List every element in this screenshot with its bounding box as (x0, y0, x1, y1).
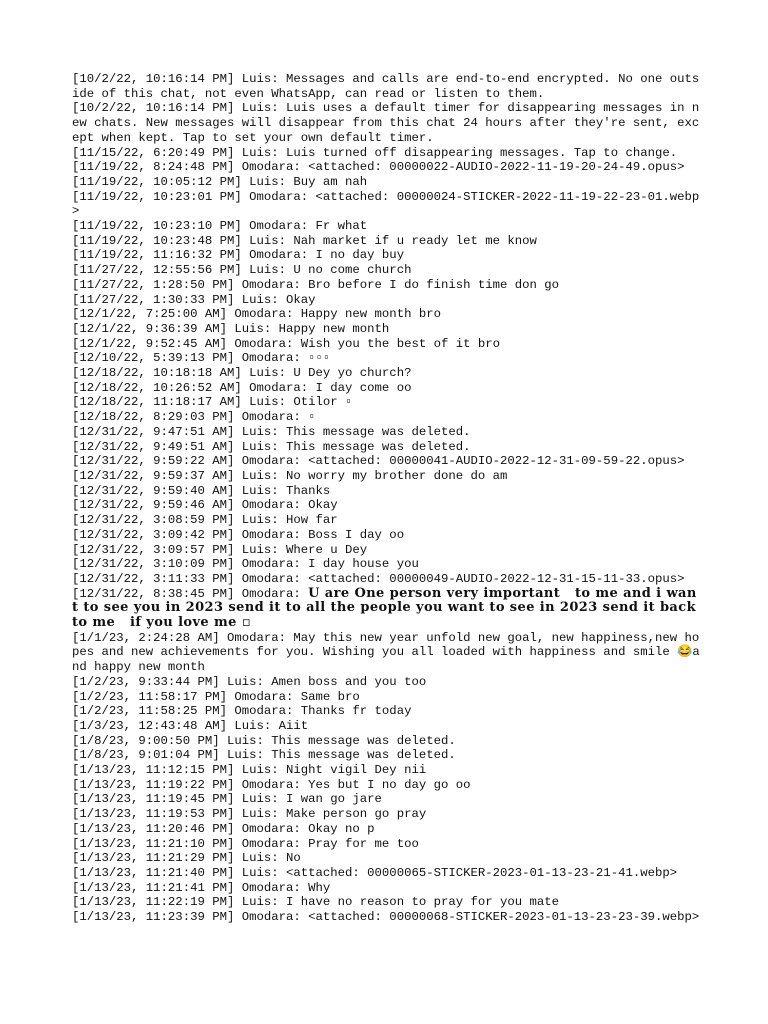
chat-message: [11/19/22, 10:23:48 PM] Luis: Nah market if u ready let me know (72, 233, 537, 248)
chat-message: [11/19/22, 8:24:48 PM] Omodara: <attached: 00000022-AUDIO-2022-11-19-20-24-49.opus> (72, 160, 685, 175)
chat-message: [12/31/22, 9:47:51 AM] Luis: This message was deleted. (72, 424, 471, 439)
chat-message: [1/13/23, 11:22:19 PM] Luis: I have no reason to pray for you mate (72, 895, 560, 910)
chat-message: [1/2/23, 9:33:44 PM] Luis: Amen boss and you too (72, 674, 427, 689)
chat-message: [1/2/23, 11:58:25 PM] Omodara: Thanks fr today (72, 704, 412, 719)
chat-message: [1/13/23, 11:21:10 PM] Omodara: Pray for me too (72, 836, 419, 851)
chat-message: [11/19/22, 10:05:12 PM] Luis: Buy am nah (72, 174, 368, 189)
chat-message: [12/31/22, 3:08:59 PM] Luis: How far (72, 513, 338, 528)
chat-transcript (72, 72, 702, 925)
chat-message: [10/2/22, 10:16:14 PM] Luis: Luis uses a default timer for disappearing messages in new chats. New messages will disappear from this chat 24 hours after they're sent, except when kept. Tap to set your own default timer. (72, 101, 700, 145)
chat-message: [1/1/23, 2:24:28 AM] Omodara: May this new year unfold new goal, new happiness,new hopes and new achievements for you. Wishing you all loaded with happiness and smile 😂and happy new month (72, 630, 700, 675)
chat-message: [12/31/22, 3:11:33 PM] Omodara: <attached: 00000049-AUDIO-2022-12-31-15-11-33.opus> (72, 571, 685, 586)
chat-message: [1/13/23, 11:19:53 PM] Luis: Make person go pray (72, 807, 427, 822)
chat-message: [12/31/22, 3:09:57 PM] Luis: Where u Dey (72, 542, 368, 557)
chat-message: [11/27/22, 1:28:50 PM] Omodara: Bro before I do finish time don go (72, 277, 560, 292)
chat-message: [1/8/23, 9:01:04 PM] Luis: This message was deleted. (72, 748, 456, 763)
chat-message: [12/1/22, 9:52:45 AM] Omodara: Wish you the best of it bro (72, 336, 501, 351)
chat-message: [1/13/23, 11:23:39 PM] Omodara: <attached: 00000068-STICKER-2023-01-13-23-23-39.webp> (72, 910, 700, 925)
chat-message: [1/3/23, 12:43:48 AM] Luis: Aiit (72, 718, 309, 733)
chat-message: [1/13/23, 11:12:15 PM] Luis: Night vigil Dey nii (72, 763, 427, 778)
chat-message: [1/13/23, 11:19:45 PM] Luis: I wan go jare (72, 792, 382, 807)
chat-message: [1/8/23, 9:00:50 PM] Luis: This message was deleted. (72, 733, 456, 748)
chat-message: [1/2/23, 11:58:17 PM] Omodara: Same bro (72, 689, 360, 704)
chat-messages-part1 (72, 72, 702, 587)
chat-message: [11/27/22, 1:30:33 PM] Luis: Okay (72, 292, 316, 307)
chat-message: [1/13/23, 11:19:22 PM] Omodara: Yes but I no day go oo (72, 777, 471, 792)
chat-message: [10/2/22, 10:16:14 PM] Luis: Messages and calls are end-to-end encrypted. No one outside of this chat, not even WhatsApp, can read or listen to them. (72, 72, 700, 101)
chat-message: [12/18/22, 8:29:03 PM] Omodara: ▫ (72, 410, 316, 425)
message-prefix: [12/31/22, 8:38:45 PM] Omodara: (72, 586, 309, 601)
chat-message: [12/31/22, 3:10:09 PM] Omodara: I day house you (72, 557, 419, 572)
chat-message: [12/31/22, 9:59:22 AM] Omodara: <attached: 00000041-AUDIO-2022-12-31-09-59-22.opus> (72, 454, 685, 469)
chat-message: [11/19/22, 10:23:10 PM] Omodara: Fr what (72, 219, 368, 234)
chat-message: [12/18/22, 10:18:18 AM] Luis: U Dey yo church? (72, 366, 412, 381)
chat-message-bold (72, 587, 702, 631)
chat-message: [1/13/23, 11:21:40 PM] Luis: <attached: 00000065-STICKER-2023-01-13-23-21-41.webp> (72, 865, 678, 880)
chat-message: [11/19/22, 11:16:32 PM] Omodara: I no day buy (72, 248, 405, 263)
chat-message: [11/15/22, 6:20:49 PM] Luis: Luis turned off disappearing messages. Tap to change. (72, 145, 678, 160)
chat-message: [12/1/22, 9:36:39 AM] Luis: Happy new month (72, 321, 390, 336)
chat-message: [12/31/22, 9:49:51 AM] Luis: This message was deleted. (72, 439, 471, 454)
chat-message: [12/18/22, 11:18:17 AM] Luis: Otilor ▫ (72, 395, 353, 410)
chat-message: [1/13/23, 11:21:29 PM] Luis: No (72, 851, 301, 866)
chat-message: [12/31/22, 3:09:42 PM] Omodara: Boss I day oo (72, 527, 405, 542)
chat-message: [1/13/23, 11:20:46 PM] Omodara: Okay no p (72, 821, 375, 836)
chat-message: [12/18/22, 10:26:52 AM] Omodara: I day come oo (72, 380, 412, 395)
chat-message: [12/31/22, 9:59:37 AM] Luis: No worry my brother done do am (72, 468, 508, 483)
message-bold-text: U are One person very important to me and i want to see you in 2023 send it to all the people you want to see in 2023 send it back to me if you love me ▫ (72, 585, 701, 631)
chat-message: [12/31/22, 9:59:46 AM] Omodara: Okay (72, 498, 338, 513)
chat-message: [12/1/22, 7:25:00 AM] Omodara: Happy new month bro (72, 307, 441, 322)
chat-messages-part2 (72, 631, 702, 925)
chat-message: [11/27/22, 12:55:56 PM] Luis: U no come church (72, 263, 412, 278)
chat-message: [1/13/23, 11:21:41 PM] Omodara: Why (72, 880, 331, 895)
chat-message: [11/19/22, 10:23:01 PM] Omodara: <attached: 00000024-STICKER-2022-11-19-22-23-01.webp> (72, 189, 700, 219)
chat-message: [12/31/22, 9:59:40 AM] Luis: Thanks (72, 483, 331, 498)
chat-message: [12/10/22, 5:39:13 PM] Omodara: ▫▫▫ (72, 351, 331, 366)
